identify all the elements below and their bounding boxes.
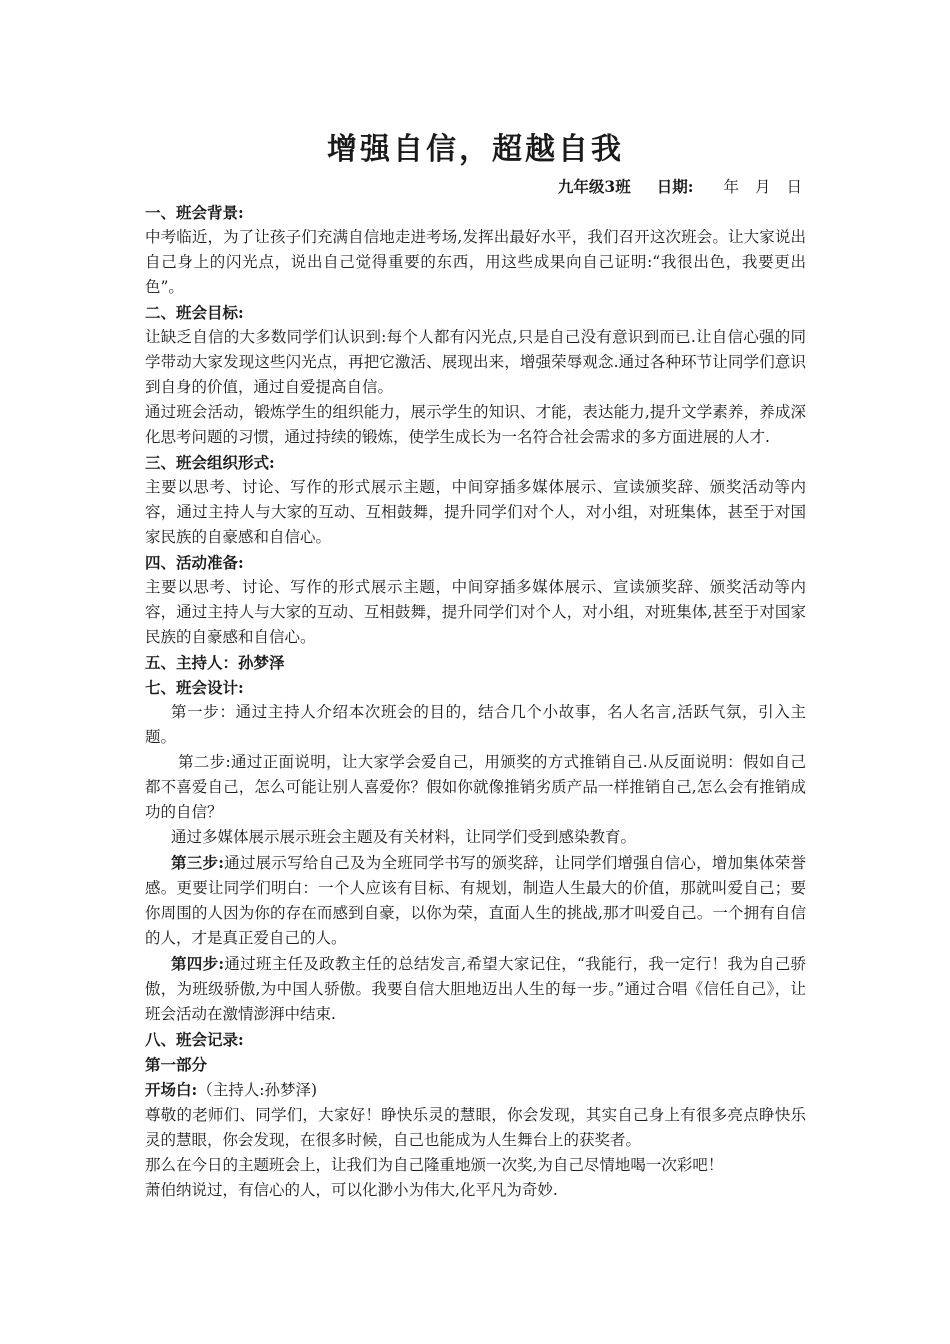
class-date-line — [145, 174, 806, 200]
date-label: 日期: — [656, 177, 694, 196]
background-heading: 一、班会背景: — [145, 203, 244, 222]
opening-paragraph-2: 那么在今日的主题班会上，让我们为自己隆重地颁一次奖,为自己尽情地喝一次彩吧！ — [145, 1156, 724, 1174]
goal-heading: 二、班会目标: — [145, 303, 244, 322]
class-name: 九年级3班 — [557, 177, 631, 196]
part-1-heading: 第一部分 — [145, 1055, 208, 1074]
step-2b-text: 通过多媒体展示展示班会主题及有关材料，让同学们受到感染教育。 — [171, 828, 637, 846]
preparation-text: 主要以思考、讨论、写作的形式展示主题，中间穿插多媒体展示、宣读颁奖辞、颁奖活动等内容，通过主持人与大家的互动、互相鼓舞，提升同学们对个人，对小组，对班集体,甚至于对国家民族的自豪感和自信心。 — [145, 578, 806, 646]
step-3-text: 通过展示写给自己及为全班同学书写的颁奖辞，让同学们增强自信心，增加集体荣誉感。更要让同学们明白：一个人应该有目标、有规划，制造人生最大的价值，那就叫爱自己；要你周围的人因为你的存在而感到自豪，以你为荣，直面人生的挑战,那才叫爱自己。一个拥有自信的人，才是真正爱自己的人。 — [145, 854, 806, 947]
form-text: 主要以思考、讨论、写作的形式展示主题，中间穿插多媒体展示、宣读颁奖辞、颁奖活动等内容，通过主持人与大家的互动、互相鼓舞，提升同学们对个人，对小组，对班集体，甚至于对国家民族的自豪感和自信心。 — [145, 478, 806, 546]
document-title: 增强自信，超越自我 — [327, 132, 624, 167]
step-4-paragraph — [145, 951, 806, 1027]
step-1-text: 第一步：通过主持人介绍本次班会的目的，结合几个小故事，名人名言,活跃气氛，引入主题。 — [145, 703, 806, 746]
step-2-text: 第二步:通过正面说明，让大家学会爱自己，用颁奖的方式推销自己.从反面说明：假如自己都不喜爱自己，怎么可能让别人喜爱你？假如你就像推销劣质产品一样推销自己,怎么会有推销成功的自信？ — [145, 753, 806, 821]
opening-paragraph-1: 尊敬的老师们、同学们，大家好！睁快乐灵的慧眼，你会发现，其实自己身上有很多亮点睁快乐灵的慧眼，你会发现，在很多时候，自己也能成为人生舞台上的获奖者。 — [145, 1106, 806, 1149]
form-heading: 三、班会组织形式: — [145, 453, 275, 472]
date-day: 日 — [786, 178, 802, 196]
goal-text-2: 通过班会活动，锻炼学生的组织能力，展示学生的知识、才能，表达能力,提升文学素养，养成深化思考问题的习惯，通过持续的锻炼，使学生成长为一名符合社会需求的多方面进展的人才. — [145, 403, 806, 446]
design-heading: 七、班会设计: — [145, 678, 244, 697]
step-3-label: 第三步: — [171, 853, 224, 872]
host-heading: 五、主持人：孙梦泽 — [145, 653, 285, 672]
goal-text-1: 让缺乏自信的大多数同学们认识到:每个人都有闪光点,只是自己没有意识到而已.让自信心强的同学带动大家发现这些闪光点，再把它激活、展现出来，增强荣辱观念.通过各种环节让同学们意识到自身的价值，通过自爱提高自信。 — [145, 328, 806, 396]
step-3-paragraph — [145, 850, 806, 951]
record-heading: 八、班会记录: — [145, 1030, 244, 1049]
background-text: 中考临近，为了让孩子们充满自信地走进考场,发挥出最好水平，我们召开这次班会。让大家说出自己身上的闪光点，说出自己觉得重要的东西，用这些成果向自己证明:“我很出色，我要更出色”。 — [145, 228, 806, 296]
date-year: 年 — [723, 178, 739, 196]
opening-label: 开场白: — [145, 1080, 198, 1099]
opening-paragraph-3: 萧伯纳说过，有信心的人，可以化渺小为伟大,化平凡为奇妙. — [145, 1181, 558, 1199]
step-4-label: 第四步: — [171, 954, 225, 973]
opening-line — [145, 1077, 806, 1103]
date-month: 月 — [754, 178, 771, 196]
preparation-heading: 四、活动准备: — [145, 553, 244, 572]
opening-host: （主持人:孙梦泽) — [197, 1081, 318, 1099]
step-4-text: 通过班主任及政教主任的总结发言,希望大家记住，“我能行，我一定行！我为自己骄傲，为班级骄傲,为中国人骄傲。我要自信大胆地迈出人生的每一步。”通过合唱《信任自己》，让班会活动在激情澎湃中结束. — [145, 955, 806, 1023]
